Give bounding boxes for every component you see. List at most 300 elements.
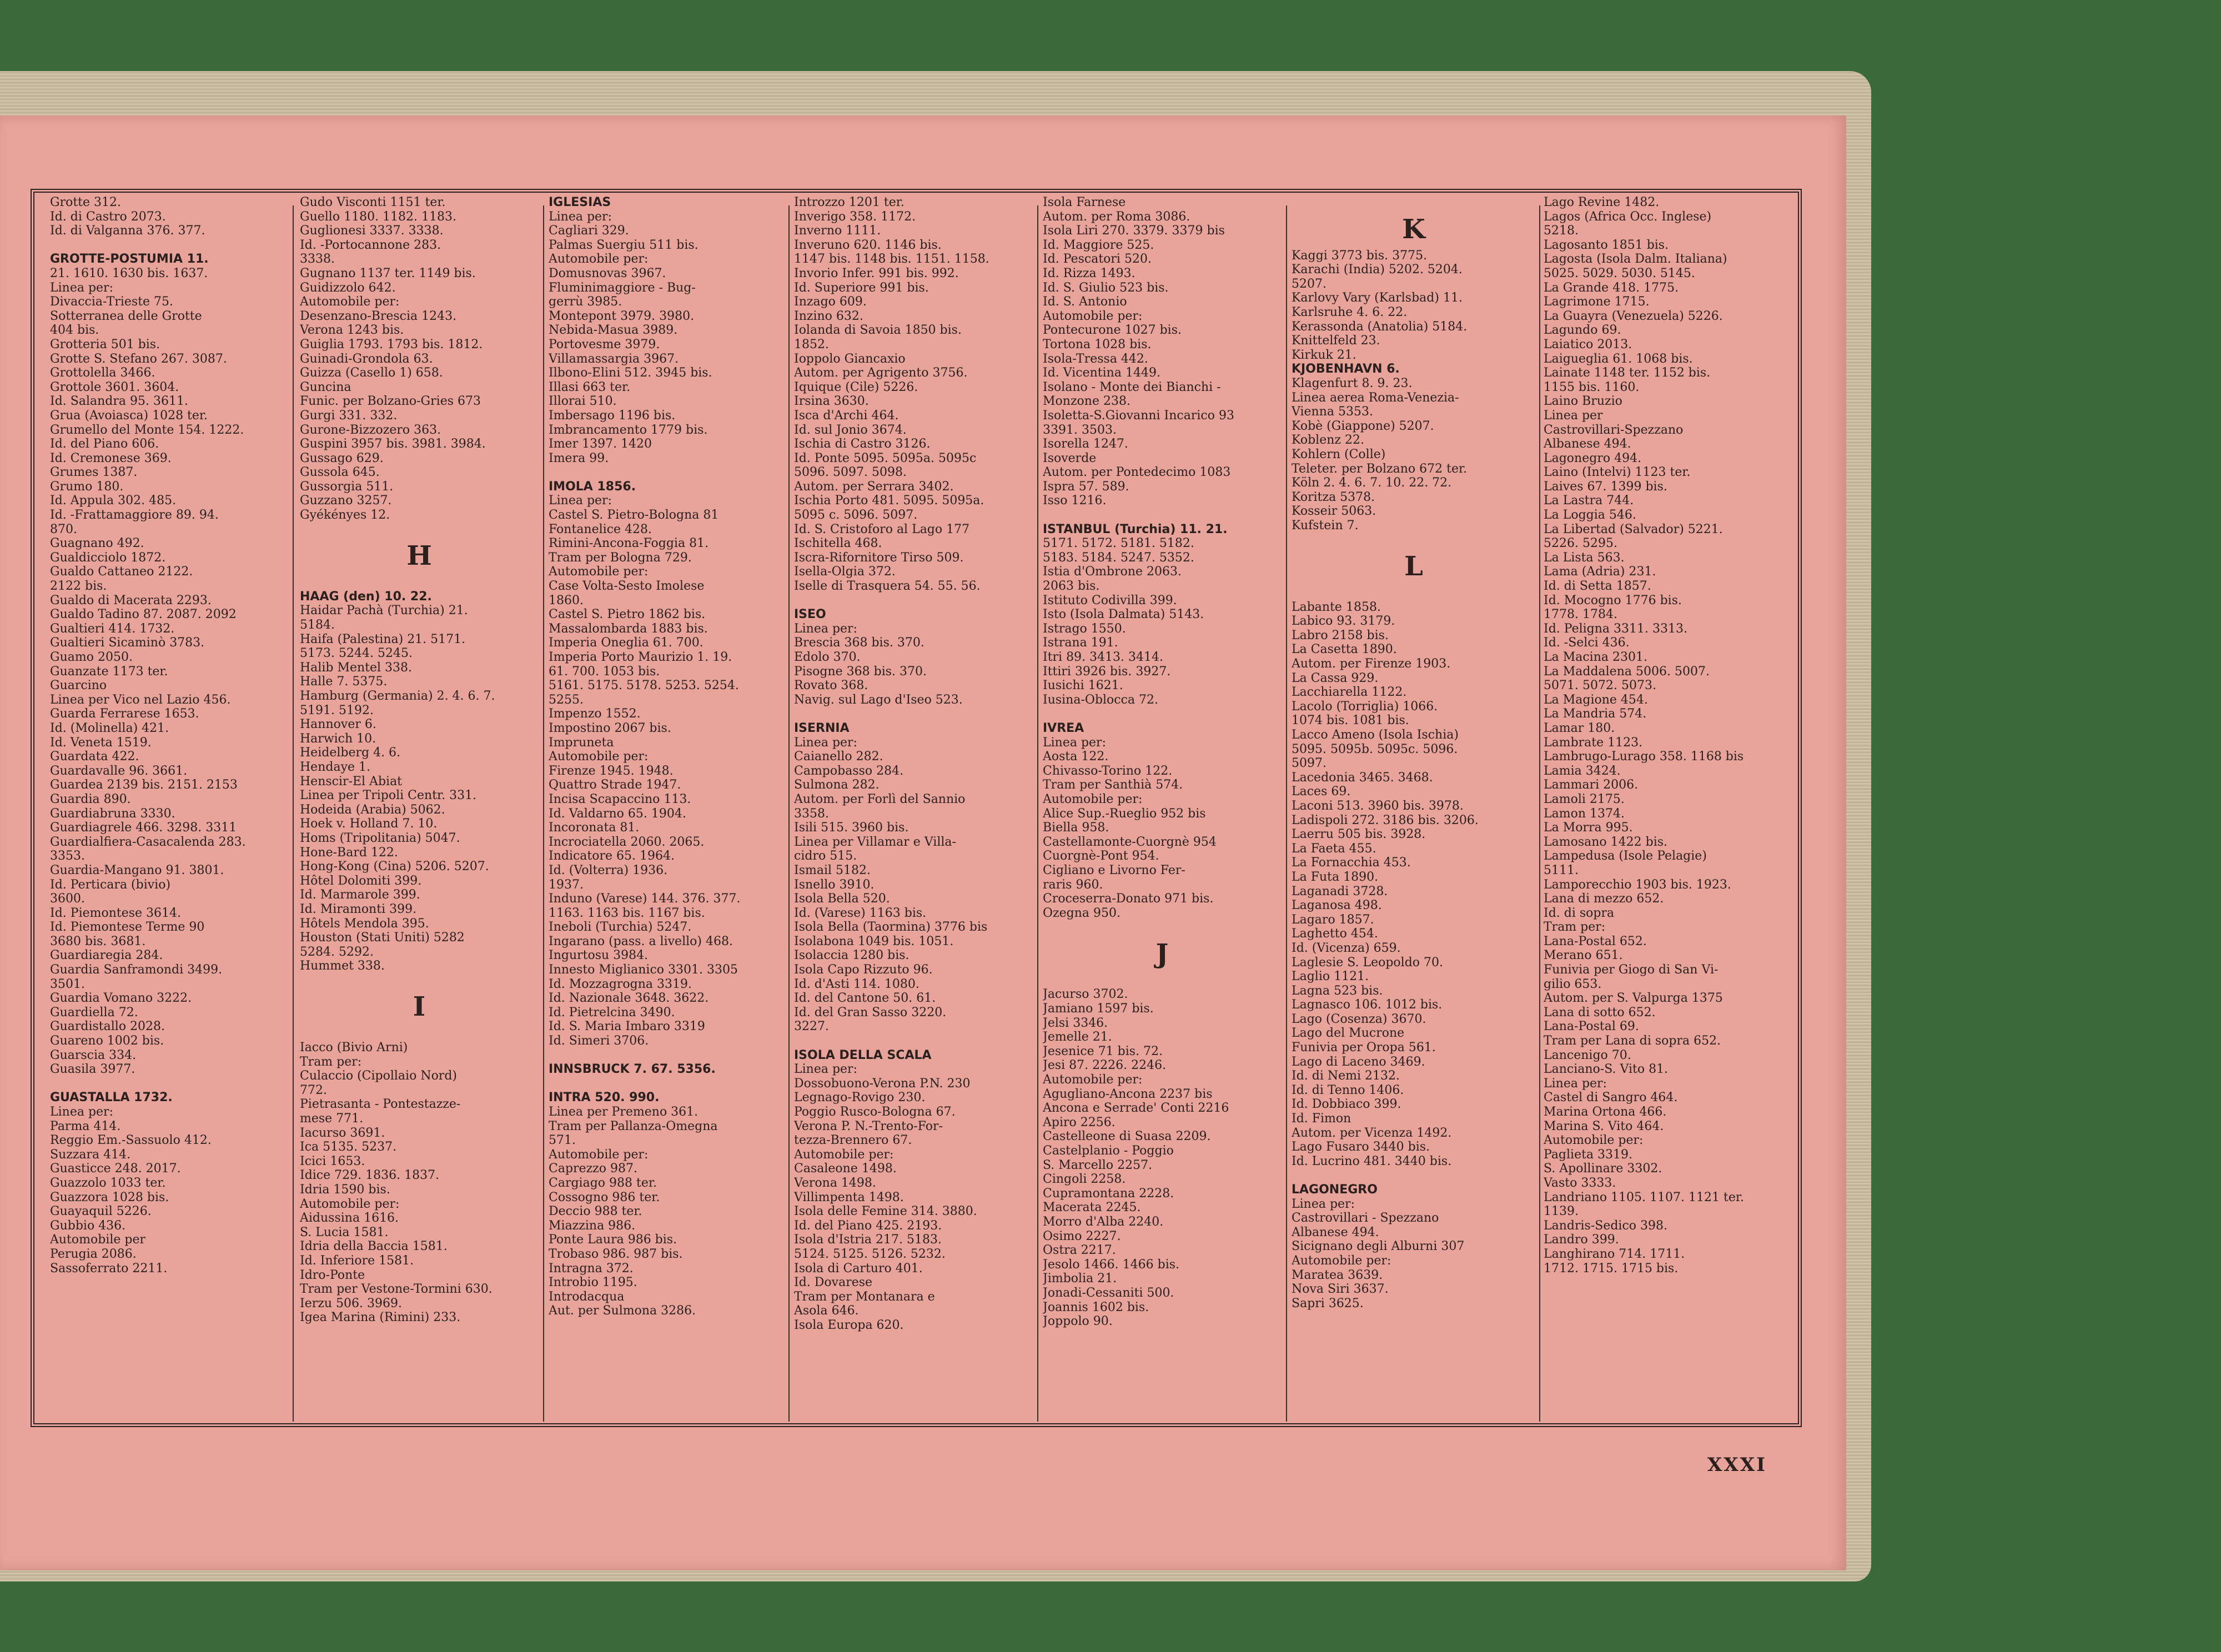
index-entry: 3358.	[794, 806, 829, 821]
index-entry: Ica 5135. 5237.	[300, 1140, 397, 1154]
index-entry: Macerata 2245.	[1043, 1201, 1141, 1215]
index-entry: Id. d'Asti 114. 1080.	[794, 977, 919, 991]
index-entry: Id. Valdarno 65. 1904.	[549, 806, 686, 821]
column-divider	[1539, 205, 1540, 1422]
index-entry: Istrago 1550.	[1043, 621, 1126, 636]
index-entry: Miazzina 986.	[549, 1218, 636, 1233]
index-entry: Casaleone 1498.	[794, 1162, 897, 1176]
index-entry: 5161. 5175. 5178. 5253. 5254.	[549, 679, 739, 693]
index-entry: Lacolo (Torriglia) 1066.	[1292, 699, 1438, 714]
index-entry: Hummet 338.	[300, 959, 385, 973]
index-entry: Id. di Tenno 1406.	[1292, 1083, 1404, 1097]
index-entry	[50, 1077, 289, 1091]
index-entry: Hone-Bard 122.	[300, 845, 398, 860]
index-entry: Caprezzo 987.	[549, 1162, 637, 1176]
section-letter: L	[1404, 551, 1423, 583]
index-entry: 1139.	[1544, 1204, 1579, 1219]
index-entry: Lagaro 1857.	[1292, 912, 1374, 927]
index-entry: Fluminimaggiore - Bug-	[549, 280, 696, 295]
index-entry: Karlsruhe 4. 6. 22.	[1292, 305, 1408, 319]
index-entry	[50, 238, 289, 253]
index-entry: Lamporecchio 1903 bis. 1923.	[1544, 877, 1731, 892]
index-entry: Lamoli 2175.	[1544, 792, 1625, 806]
index-entry: Imperia Oneglia 61. 700.	[549, 636, 704, 650]
index-entry: Tram per Montanara e	[794, 1289, 935, 1304]
index-heading: IMOLA 1856.	[549, 479, 636, 494]
index-entry: Hamburg (Germania) 2. 4. 6. 7.	[300, 689, 495, 703]
index-entry: Knittelfeld 23.	[1292, 334, 1380, 348]
index-entry: 870.	[50, 522, 77, 536]
index-entry: Biella 958.	[1043, 821, 1109, 835]
index-column-6	[1292, 195, 1536, 1423]
index-entry: S. Apollinare 3302.	[1544, 1162, 1662, 1176]
index-entry: Aut. per Sulmona 3286.	[549, 1304, 696, 1318]
index-entry: Illorai 510.	[549, 394, 617, 409]
column-divider	[788, 205, 790, 1422]
index-entry: Irsina 3630.	[794, 394, 869, 409]
index-entry: Domusnovas 3967.	[549, 266, 666, 280]
index-entry: Kosseir 5063.	[1292, 504, 1376, 519]
index-entry: 5071. 5072. 5073.	[1544, 679, 1656, 693]
index-entry: Houston (Stati Uniti) 5282	[300, 931, 465, 945]
index-entry: Istrana 191.	[1043, 636, 1118, 650]
index-entry: Id. S. Maria Imbaro 3319	[549, 1020, 705, 1034]
index-entry: 1074 bis. 1081 bis.	[1292, 714, 1409, 728]
index-entry: La Lastra 744.	[1544, 494, 1634, 508]
index-entry: Funic. per Bolzano-Gries 673	[300, 394, 481, 409]
index-entry: Koritza 5378.	[1292, 490, 1375, 504]
index-entry: 5191. 5192.	[300, 703, 374, 717]
index-entry: Id. Piemontese Terme 90	[50, 920, 205, 935]
index-entry: 5255.	[549, 692, 584, 707]
index-entry: Laganosa 498.	[1292, 898, 1382, 913]
index-entry: Kirkuk 21.	[1292, 348, 1356, 362]
index-entry: 3353.	[50, 849, 85, 863]
index-entry: Guarda Ferrarese 1653.	[50, 707, 199, 721]
index-entry: La Morra 995.	[1544, 821, 1633, 835]
index-entry: La Guayra (Venezuela) 5226.	[1544, 309, 1723, 323]
index-entry: Jesi 87. 2226. 2246.	[1043, 1058, 1167, 1073]
index-entry: Automobile per:	[300, 1197, 400, 1211]
index-entry: Brescia 368 bis. 370.	[794, 636, 924, 650]
index-entry: Dossobuono-Verona P.N. 230	[794, 1076, 971, 1091]
index-entry: Laganadi 3728.	[1292, 884, 1388, 898]
index-entry	[794, 594, 1033, 608]
index-entry: Guardavalle 96. 3661.	[50, 764, 188, 778]
index-entry: Jemelle 21.	[1043, 1030, 1112, 1045]
index-entry: Jesolo 1466. 1466 bis.	[1043, 1257, 1180, 1272]
index-entry: Automobile per:	[1544, 1133, 1644, 1148]
index-entry: Impostino 2067 bis.	[549, 721, 671, 735]
index-entry: Id. Salandra 95. 3611.	[50, 394, 188, 409]
index-entry: Castel S. Pietro 1862 bis.	[549, 607, 706, 622]
index-entry: Verona 1498.	[794, 1176, 876, 1190]
index-entry: Verona P. N.-Trento-For-	[794, 1119, 943, 1133]
index-entry: Cagliari 329.	[549, 224, 629, 238]
index-entry: Iscra-Rifornitore Tirso 509.	[794, 550, 964, 565]
index-entry: Grotteria 501 bis.	[50, 337, 160, 352]
index-entry: Id. Vicentina 1449.	[1043, 366, 1160, 380]
index-entry: Isola Europa 620.	[794, 1318, 904, 1332]
index-entry: Id. (Varese) 1163 bis.	[794, 906, 927, 920]
index-entry: Laces 69.	[1292, 785, 1351, 799]
index-entry: Isoverde	[1043, 451, 1097, 465]
index-entry: 1712. 1715. 1715 bis.	[1544, 1261, 1679, 1276]
index-entry: Quattro Strade 1947.	[549, 778, 681, 792]
index-entry: S. Lucia 1581.	[300, 1225, 389, 1239]
index-entry: Reggio Em.-Sassuolo 412.	[50, 1133, 212, 1148]
index-entry: Linea per:	[794, 621, 857, 636]
index-entry: Fontanelice 428.	[549, 522, 652, 536]
index-entry: Id. Dovarese	[794, 1276, 873, 1290]
index-entry: Grottole 3601. 3604.	[50, 380, 179, 394]
index-entry: Lacedonia 3465. 3468.	[1292, 770, 1433, 785]
index-entry: Lagnasco 106. 1012 bis.	[1292, 998, 1443, 1012]
index-entry: Montepont 3979. 3980.	[549, 309, 695, 323]
index-entry: tezza-Brennero 67.	[794, 1133, 912, 1148]
index-entry: Invorio Infer. 991 bis. 992.	[794, 266, 959, 280]
index-entry	[1292, 586, 1536, 600]
index-entry: Imera 99.	[549, 451, 609, 465]
index-entry: Linea per:	[1544, 1076, 1607, 1091]
index-entry: Lago di Laceno 3469.	[1292, 1055, 1425, 1069]
index-entry: Hoek v. Holland 7. 10.	[300, 817, 438, 831]
index-entry: Id. Lucrino 481. 3440 bis.	[1292, 1154, 1452, 1168]
index-entry: Laconi 513. 3960 bis. 3978.	[1292, 799, 1464, 813]
index-entry: 5097.	[1292, 756, 1326, 771]
index-entry: Poggio Rusco-Bologna 67.	[794, 1105, 956, 1119]
index-entry: Isola d'Istria 217. 5183.	[794, 1233, 942, 1247]
index-entry: Heidelberg 4. 6.	[300, 746, 401, 760]
index-entry: Guardia-Mangano 91. 3801.	[50, 863, 224, 877]
index-entry: Id. Mozzagrogna 3319.	[549, 977, 692, 991]
index-entry: Id. Simeri 3706.	[549, 1034, 649, 1048]
index-entry: Inveruno 620. 1146 bis.	[794, 238, 942, 252]
index-entry: Iusina-Oblocca 72.	[1043, 692, 1159, 707]
index-entry: Vienna 5353.	[1292, 405, 1373, 419]
index-entry: Paglieta 3319.	[1544, 1147, 1633, 1162]
index-entry: Id. Superiore 991 bis.	[794, 280, 929, 295]
index-entry	[300, 973, 539, 988]
index-entry: Lancenigo 70.	[1544, 1048, 1631, 1062]
index-heading: IVREA	[1043, 721, 1084, 735]
index-entry: Incoronata 81.	[549, 821, 640, 835]
index-entry: Id. Veneta 1519.	[50, 735, 152, 750]
index-entry: Introzzo 1201 ter.	[794, 195, 905, 209]
index-entry: Portovesme 3979.	[549, 337, 660, 352]
index-entry: Jelsi 3346.	[1043, 1016, 1108, 1030]
index-entry: Isorella 1247.	[1043, 437, 1128, 451]
index-entry: Iacurso 3691.	[300, 1126, 385, 1140]
section-letter: J	[1155, 938, 1169, 970]
index-entry: Guardiella 72.	[50, 1005, 138, 1020]
index-entry: Navig. sul Lago d'Iseo 523.	[794, 692, 963, 707]
index-entry: Maratea 3639.	[1292, 1268, 1383, 1282]
index-entry: Lacchiarella 1122.	[1292, 685, 1407, 700]
index-entry: Laino Bruzio	[1544, 394, 1622, 409]
index-entry: Inzago 609.	[794, 295, 867, 309]
index-heading: GUASTALLA 1732.	[50, 1091, 173, 1105]
index-entry: Hendaye 1.	[300, 760, 371, 774]
index-entry: Albanese 494.	[1292, 1225, 1379, 1239]
index-entry: Cingoli 2258.	[1043, 1172, 1126, 1187]
index-entry: Laiatico 2013.	[1544, 337, 1632, 352]
index-entry: Idria 1590 bis.	[300, 1183, 390, 1197]
index-entry: Deccio 988 ter.	[549, 1204, 642, 1219]
index-entry: Induno (Varese) 144. 376. 377.	[549, 892, 741, 906]
index-entry: Guamo 2050.	[50, 650, 133, 664]
index-entry: Lagosta (Isola Dalm. Italiana)	[1544, 252, 1727, 267]
index-entry: Lana-Postal 69.	[1544, 1020, 1639, 1034]
index-entry: Iacco (Bivio Arni)	[300, 1041, 408, 1055]
index-entry: Inverno 1111.	[794, 224, 881, 238]
index-heading: ISEO	[794, 607, 826, 622]
index-entry: Teleter. per Bolzano 672 ter.	[1292, 461, 1468, 476]
index-entry	[1292, 533, 1536, 547]
index-entry: Hodeida (Arabia) 5062.	[300, 802, 445, 817]
index-entry: Id. Mocogno 1776 bis.	[1544, 593, 1682, 607]
index-entry: Id. di Setta 1857.	[1544, 579, 1651, 594]
index-entry: Osimo 2227.	[1043, 1229, 1121, 1243]
index-entry: Cuorgnè-Pont 954.	[1043, 849, 1159, 863]
index-entry: Monzone 238.	[1043, 394, 1130, 409]
index-entry: 3391. 3503.	[1043, 423, 1117, 437]
index-entry: Agugliano-Ancona 2237 bis	[1043, 1087, 1213, 1101]
index-entry: Verona 1243 bis.	[300, 323, 404, 338]
index-entry: Guasticce 248. 2017.	[50, 1162, 181, 1176]
index-entry	[1292, 195, 1536, 210]
index-entry: Id. (Molinella) 421.	[50, 721, 169, 735]
index-entry: Laino (Intelvi) 1123 ter.	[1544, 465, 1691, 480]
index-entry: Automobile per:	[300, 295, 400, 309]
index-entry: Ischia Porto 481. 5095. 5095a.	[794, 494, 984, 508]
index-heading: LAGONEGRO	[1292, 1183, 1378, 1197]
column-divider	[293, 205, 294, 1422]
index-entry: Linea per:	[50, 1105, 113, 1119]
index-entry: 5095 c. 5096. 5097.	[794, 508, 918, 523]
index-entry: Tram per:	[300, 1055, 362, 1069]
index-entry: 2122 bis.	[50, 579, 107, 594]
index-entry: Pisogne 368 bis. 370.	[794, 664, 927, 679]
index-entry: 1860.	[549, 593, 584, 607]
index-entry	[300, 575, 539, 590]
index-entry: Koblenz 22.	[1292, 433, 1364, 448]
index-entry: Introbio 1195.	[549, 1276, 637, 1290]
index-entry: Suzzara 414.	[50, 1147, 131, 1162]
index-entry: Langhirano 714. 1711.	[1544, 1247, 1685, 1261]
index-entry	[794, 1034, 1033, 1048]
index-entry: Id. del Piano 606.	[50, 437, 159, 451]
index-entry: Guardia Sanframondi 3499.	[50, 963, 223, 977]
index-entry	[1043, 920, 1282, 935]
index-entry: Desenzano-Brescia 1243.	[300, 309, 457, 323]
index-entry: Grumo 180.	[50, 479, 124, 494]
index-entry: Guazzolo 1033 ter.	[50, 1176, 166, 1190]
index-entry: Ingurtosu 3984.	[549, 948, 649, 963]
index-entry: 61. 700. 1053 bis.	[549, 664, 660, 679]
index-entry: Id. del Cantone 50. 61.	[794, 991, 936, 1006]
index-entry: Lana-Postal 652.	[1544, 934, 1647, 948]
index-entry: Id. di Nemi 2132.	[1292, 1069, 1400, 1083]
index-entry: Automobile per:	[549, 750, 649, 764]
index-entry: Laghetto 454.	[1292, 927, 1378, 941]
index-entry: Istituto Codivilla 399.	[1043, 593, 1177, 607]
index-entry: Guello 1180. 1182. 1183.	[300, 209, 457, 224]
index-entry: gilio 653.	[1544, 977, 1602, 991]
index-entry	[794, 707, 1033, 721]
index-entry: Sicignano degli Alburni 307	[1292, 1239, 1465, 1254]
index-entry: Iquique (Cile) 5226.	[794, 380, 918, 394]
index-entry: 3680 bis. 3681.	[50, 934, 146, 948]
index-entry: Indicatore 65. 1964.	[549, 849, 675, 863]
index-entry: Linea per:	[1292, 1197, 1355, 1211]
index-entry: Idro-Ponte	[300, 1268, 365, 1282]
index-entry: Itri 89. 3413. 3414.	[1043, 650, 1164, 664]
index-entry: Funivia per Oropa 561.	[1292, 1041, 1436, 1055]
index-entry: Ingarano (pass. a livello) 468.	[549, 934, 733, 948]
index-entry: Castrovillari-Spezzano	[1544, 423, 1684, 437]
index-entry: Imbersago 1196 bis.	[549, 408, 676, 423]
index-entry: Karachi (India) 5202. 5204.	[1292, 263, 1463, 277]
index-entry: Ischia di Castro 3126.	[794, 437, 931, 451]
index-entry: Autom. per S. Valpurga 1375	[1544, 991, 1723, 1006]
index-entry: Lamar 180.	[1544, 721, 1615, 735]
index-entry: Gurgi 331. 332.	[300, 408, 398, 423]
index-entry: Guardiagrele 466. 3298. 3311	[50, 821, 237, 835]
index-entry: Ponte Laura 986 bis.	[549, 1233, 677, 1247]
index-entry: Isto (Isola Dalmata) 5143.	[1043, 607, 1204, 622]
index-entry: Caianello 282.	[794, 750, 883, 764]
index-entry: Culaccio (Cipollaio Nord)	[300, 1069, 457, 1083]
index-entry: Automobile per:	[549, 565, 649, 579]
index-entry: Id. Piemontese 3614.	[50, 906, 182, 920]
index-column-2	[300, 195, 539, 1423]
index-entry: Innesto Miglianico 3301. 3305	[549, 963, 738, 977]
index-entry: 5171. 5172. 5181. 5182.	[1043, 536, 1194, 551]
index-entry: Impenzo 1552.	[549, 707, 641, 721]
index-entry: Tram per Lana di sopra 652.	[1544, 1034, 1721, 1048]
index-entry: Id. Pescatori 520.	[1043, 252, 1152, 267]
index-entry: 1852.	[794, 337, 829, 352]
index-entry: Lagundo 69.	[1544, 323, 1621, 338]
index-entry: Guardia 890.	[50, 792, 131, 806]
index-entry: 1155 bis. 1160.	[1544, 380, 1640, 394]
index-entry: Castrovillari - Spezzano	[1292, 1211, 1439, 1226]
index-heading: ISERNIA	[794, 721, 850, 735]
index-entry: La Magione 454.	[1544, 692, 1648, 707]
index-entry: Guspini 3957 bis. 3981. 3984.	[300, 437, 486, 451]
index-entry: Lanciano-S. Vito 81.	[1544, 1062, 1669, 1077]
index-entry: Kerassonda (Anatolia) 5184.	[1292, 319, 1468, 334]
index-entry: Sassoferrato 2211.	[50, 1261, 168, 1276]
index-entry: Homs (Tripolitania) 5047.	[300, 831, 460, 845]
index-entry: Haifa (Palestina) 21. 5171.	[300, 632, 466, 646]
index-entry: 3501.	[50, 977, 85, 991]
index-entry: 1778. 1784.	[1544, 607, 1617, 622]
index-entry: Lamosano 1422 bis.	[1544, 835, 1668, 849]
index-entry: Isca d'Archi 464.	[794, 408, 899, 423]
index-entry: Linea per:	[549, 209, 612, 224]
index-entry: Cargiago 988 ter.	[549, 1176, 657, 1190]
index-entry: Cossogno 986 ter.	[549, 1190, 660, 1204]
index-entry: Halib Mentel 338.	[300, 660, 413, 675]
index-entry	[549, 465, 785, 480]
index-entry: Icici 1653.	[300, 1154, 365, 1168]
index-entry: Morro d'Alba 2240.	[1043, 1214, 1164, 1229]
index-entry: Lagos (Africa Occ. Inglese)	[1544, 209, 1712, 224]
index-entry: Lana di mezzo 652.	[1544, 892, 1664, 906]
index-entry: Gurone-Bizzozero 363.	[300, 423, 441, 437]
index-entry: La Maddalena 5006. 5007.	[1544, 664, 1710, 679]
index-entry: Id. (Vicenza) 659.	[1292, 941, 1401, 955]
index-entry: Edolo 370.	[794, 650, 861, 664]
index-entry: Guzzano 3257.	[300, 494, 392, 508]
index-entry: Autom. per Agrigento 3756.	[794, 366, 968, 380]
index-entry: Autom. per Roma 3086.	[1043, 209, 1190, 224]
index-entry: La Futa 1890.	[1292, 870, 1379, 884]
index-entry: Apiro 2256.	[1043, 1115, 1115, 1129]
index-entry: Lana di sotto 652.	[1544, 1005, 1656, 1020]
index-entry: Jamiano 1597 bis.	[1043, 1002, 1154, 1016]
index-entry: 5183. 5184. 5247. 5352.	[1043, 550, 1194, 565]
index-entry: Marina Ortona 466.	[1544, 1105, 1667, 1119]
index-entry: Guardistallo 2028.	[50, 1020, 165, 1034]
index-entry: Id. Pietrelcina 3490.	[549, 1005, 675, 1020]
index-entry: Castel di Sangro 464.	[1544, 1091, 1678, 1105]
index-entry: Hannover 6.	[300, 717, 376, 732]
section-letter: H	[406, 540, 432, 572]
index-entry: 5207.	[1292, 277, 1326, 291]
index-entry: Sulmona 282.	[794, 778, 880, 792]
index-entry: Henscir-El Abiat	[300, 774, 403, 789]
index-entry: Id. Rizza 1493.	[1043, 266, 1135, 280]
index-entry: Cupramontana 2228.	[1043, 1186, 1174, 1201]
index-entry: La Faeta 455.	[1292, 841, 1376, 856]
index-entry: Guagnano 492.	[50, 536, 144, 551]
index-entry: Id. di Valganna 376. 377.	[50, 224, 205, 238]
index-entry: Id. S. Giulio 523 bis.	[1043, 280, 1169, 295]
index-entry	[1043, 508, 1282, 523]
index-entry: Isola Farnese	[1043, 195, 1126, 209]
index-entry: Id. Fimon	[1292, 1112, 1351, 1126]
index-entry: Rimini-Ancona-Foggia 81.	[549, 536, 709, 551]
index-entry: Intragna 372.	[549, 1261, 634, 1276]
index-entry	[300, 1026, 539, 1041]
index-entry: Albanese 494.	[1544, 437, 1631, 451]
index-entry: Id. Cremonese 369.	[50, 451, 172, 465]
index-entry: Aidussina 1616.	[300, 1211, 399, 1226]
index-column-1	[50, 195, 289, 1423]
index-entry: Automobile per:	[1043, 309, 1143, 323]
index-entry: Jonadi-Cessaniti 500.	[1043, 1286, 1174, 1300]
index-entry: Gugnano 1137 ter. 1149 bis.	[300, 266, 476, 280]
section-letter: K	[1402, 213, 1425, 245]
index-entry: Id. Miramonti 399.	[300, 902, 417, 916]
index-entry: Harwich 10.	[300, 731, 376, 746]
index-entry: Funivia per Giogo di San Vi-	[1544, 963, 1718, 977]
index-entry: Villimpenta 1498.	[794, 1190, 904, 1204]
index-entry: Guncina	[300, 380, 351, 394]
index-entry: Isola di Carturo 401.	[794, 1261, 923, 1276]
index-entry: Id. Appula 302. 485.	[50, 494, 177, 508]
index-entry: Automobile per:	[1043, 792, 1143, 806]
index-entry: Lagonegro 494.	[1544, 451, 1642, 465]
section-letter: I	[413, 991, 426, 1023]
index-entry: Lago Fusaro 3440 bis.	[1292, 1140, 1430, 1154]
index-entry: Hôtel Dolomiti 399.	[300, 873, 422, 888]
index-entry: Imer 1397. 1420	[549, 437, 652, 451]
index-entry: Ioppolo Giancaxio	[794, 352, 906, 366]
